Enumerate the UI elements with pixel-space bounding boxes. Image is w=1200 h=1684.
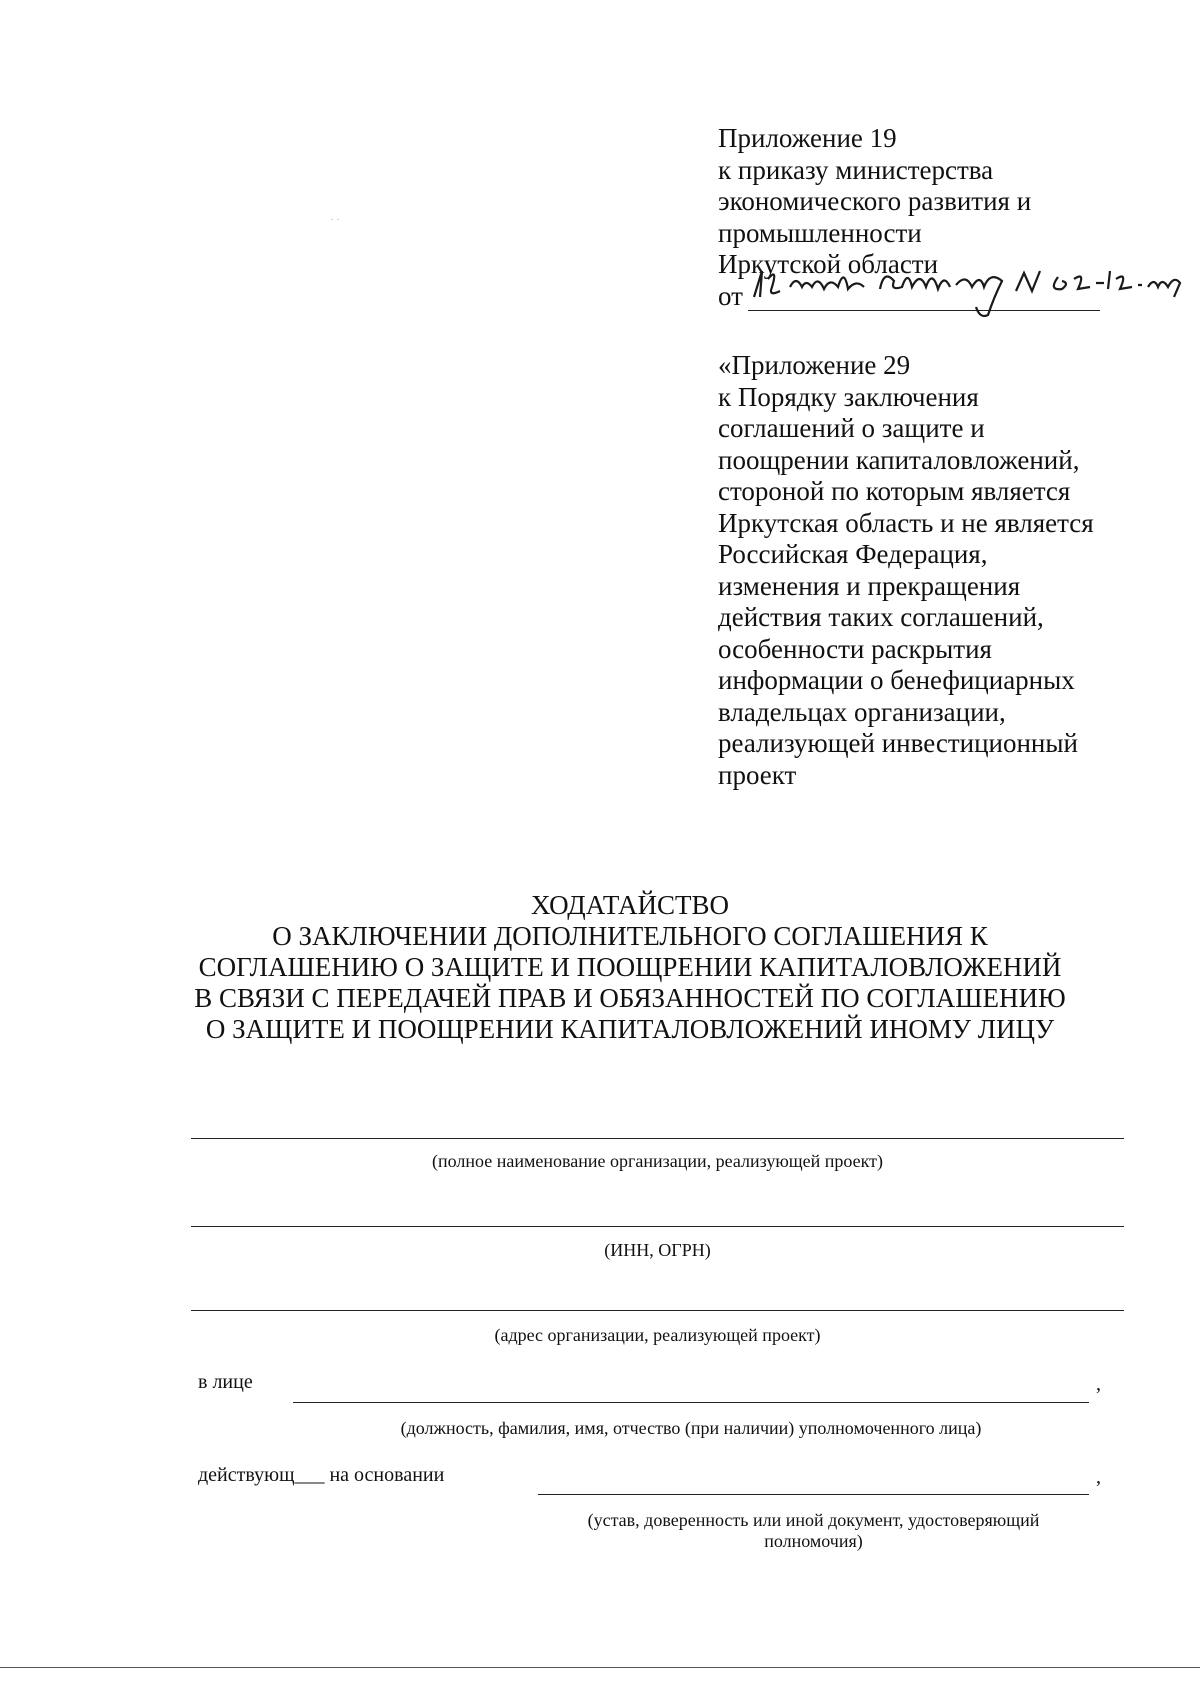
annex-reference-line: действия таких соглашений,	[718, 602, 1044, 632]
org-name-caption: (полное наименование организации, реализующей проект)	[432, 1151, 883, 1171]
from-prefix: от	[718, 280, 743, 311]
annex-reference-line: стороной по которым является	[718, 476, 1071, 506]
acting-basis-caption	[538, 1510, 1089, 1552]
org-name-line[interactable]	[191, 1138, 1124, 1139]
annex-header	[718, 123, 1031, 314]
acting-label: действующ___ на основании	[198, 1464, 445, 1486]
annex-header-line: промышленности	[718, 217, 922, 248]
annex-reference-line: владельцах организации,	[718, 696, 1006, 727]
document-title	[150, 890, 1110, 1045]
in-person-caption: (должность, фамилия, имя, отчество (при наличии) уполномоченного лица)	[400, 1418, 982, 1438]
title-line: СОГЛАШЕНИЮ О ЗАЩИТЕ И ПООЩРЕНИИ КАПИТАЛОВЛОЖЕНИЙ	[198, 952, 1062, 982]
annex-reference-line: «Приложение 29	[718, 350, 911, 380]
annex-reference-line: особенности раскрытия	[718, 633, 992, 664]
address-caption: (адрес организации, реализующей проект)	[494, 1325, 821, 1345]
annex-header-line: к приказу министерства	[718, 154, 994, 185]
annex-header-line: Приложение 19	[718, 123, 897, 153]
in-person-line[interactable]	[293, 1402, 1089, 1403]
comma: ,	[1096, 1466, 1101, 1488]
annex-header-line: Иркутской области	[718, 249, 939, 279]
acting-basis-caption-line: полномочия)	[764, 1531, 863, 1551]
annex-reference-line: к Порядку заключения	[718, 381, 979, 412]
inn-ogrn-caption: (ИНН, ОГРН)	[604, 1240, 711, 1260]
scan-speck: · ·	[330, 214, 341, 226]
title-line: В СВЯЗИ С ПЕРЕДАЧЕЙ ПРАВ И ОБЯЗАННОСТЕЙ ПО СОГЛАШЕНИЮ	[194, 983, 1066, 1013]
annex-reference-line: поощрении капиталовложений,	[718, 444, 1080, 475]
page-bottom-rule	[0, 1667, 1200, 1668]
annex-reference	[718, 350, 1094, 791]
acting-basis-line[interactable]	[538, 1494, 1089, 1495]
annex-header-line: экономического развития и	[718, 186, 1032, 216]
annex-reference-line: Российская Федерация,	[718, 539, 988, 569]
annex-reference-line: соглашений о защите и	[718, 413, 985, 443]
in-person-label: в лице	[198, 1371, 253, 1393]
inn-ogrn-line[interactable]	[191, 1226, 1124, 1227]
title-line: О ЗАЩИТЕ И ПООЩРЕНИИ КАПИТАЛОВЛОЖЕНИЙ ИНОМУ ЛИЦУ	[205, 1014, 1055, 1044]
title-line: ХОДАТАЙСТВО	[531, 890, 729, 920]
annex-reference-line: информации о бенефициарных	[718, 665, 1075, 695]
title-line: О ЗАКЛЮЧЕНИИ ДОПОЛНИТЕЛЬНОГО СОГЛАШЕНИЯ К	[272, 921, 988, 951]
handwritten-date-number	[744, 257, 1184, 321]
acting-basis-caption-line: (устав, доверенность или иной документ, удостоверяющий	[587, 1510, 1040, 1530]
annex-reference-line: изменения и прекращения	[718, 570, 1021, 601]
annex-reference-line: реализующей инвестиционный	[718, 728, 1078, 758]
order-date-row	[718, 281, 1031, 314]
annex-reference-line: Иркутская область и не является	[718, 507, 1094, 538]
comma: ,	[1096, 1373, 1101, 1395]
annex-reference-line: проект	[718, 759, 797, 790]
address-line[interactable]	[191, 1310, 1124, 1311]
